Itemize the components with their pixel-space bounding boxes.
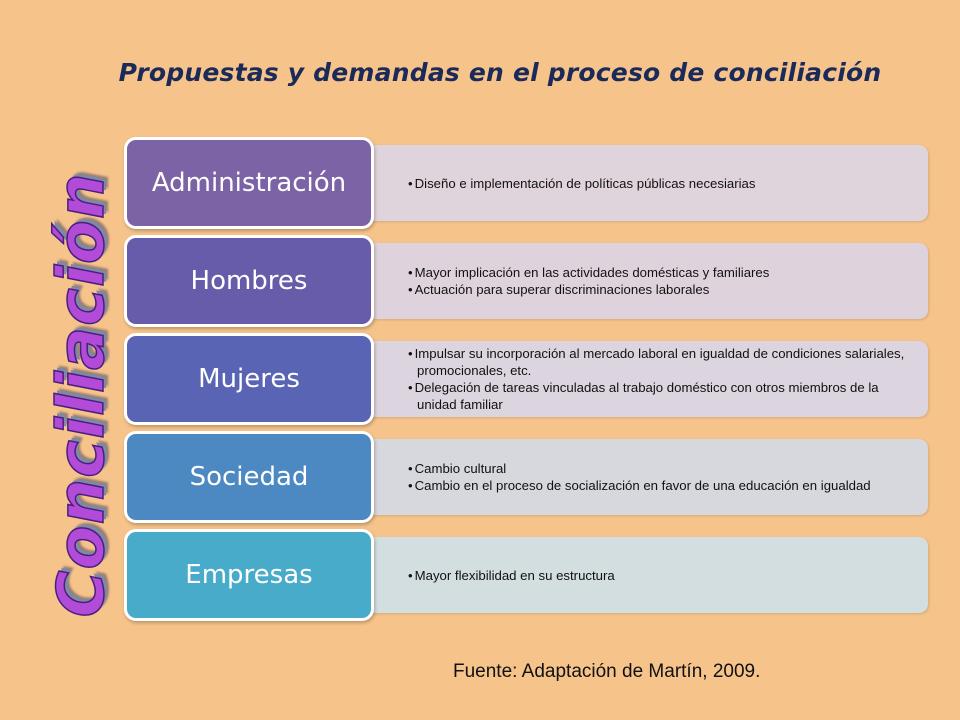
category-label: Sociedad	[189, 462, 309, 492]
bullet-item: • Delegación de tareas vinculadas al trabajo doméstico con otros miembros de la unidad familiar	[408, 379, 914, 413]
vertical-wordart-label: Conciliación	[45, 172, 119, 618]
category-label: Mujeres	[198, 364, 300, 394]
bullet-item: • Mayor flexibilidad en su estructura	[408, 567, 615, 584]
category-row	[0, 235, 960, 327]
category-row	[0, 529, 960, 621]
bullet-item: • Cambio en el proceso de socialización en favor de una educación en igualdad	[408, 477, 871, 494]
category-header-box	[124, 137, 374, 229]
category-description-box	[356, 537, 928, 613]
bullet-list	[408, 460, 871, 494]
category-description-box	[356, 145, 928, 221]
category-label: Administración	[151, 168, 347, 198]
category-header-box	[124, 235, 374, 327]
category-row	[0, 137, 960, 229]
bullet-item: • Cambio cultural	[408, 460, 871, 477]
category-header-box	[124, 431, 374, 523]
bullet-item: • Mayor implicación en las actividades domésticas y familiares	[408, 264, 769, 281]
category-label: Empresas	[185, 560, 313, 590]
bullet-list	[408, 345, 914, 413]
source-citation: Fuente: Adaptación de Martín, 2009.	[453, 661, 761, 682]
bullet-item: • Actuación para superar discriminaciones laborales	[408, 281, 769, 298]
bullet-list	[408, 264, 769, 298]
category-description-box	[356, 439, 928, 515]
category-header-box	[124, 529, 374, 621]
category-description-box	[356, 243, 928, 319]
bullet-item: • Impulsar su incorporación al mercado laboral en igualdad de condiciones salariales, promocionales, etc.	[408, 345, 914, 379]
category-row	[0, 431, 960, 523]
category-row	[0, 333, 960, 425]
category-header-box	[124, 333, 374, 425]
slide-title: Propuestas y demandas en el proceso de conciliación	[118, 58, 882, 87]
category-description-box	[356, 341, 928, 417]
category-label: Hombres	[190, 266, 308, 296]
bullet-list	[408, 175, 756, 192]
bullet-item: • Diseño e implementación de políticas públicas necesiarias	[408, 175, 756, 192]
bullet-list	[408, 567, 615, 584]
